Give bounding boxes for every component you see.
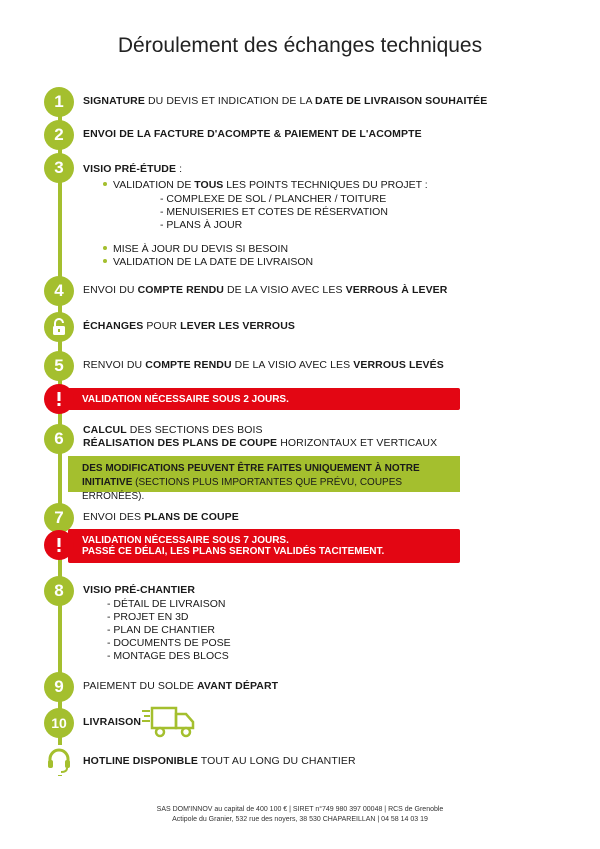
step-number: 10 xyxy=(51,715,67,731)
step-number: 7 xyxy=(54,508,64,527)
step-10-badge xyxy=(44,708,74,738)
step-number: 4 xyxy=(54,281,64,300)
step-bold: ENVOI DE LA FACTURE D'ACOMPTE & PAIEMENT DE L'ACOMPTE xyxy=(83,128,422,140)
bullet-icon xyxy=(103,182,107,186)
list-item: - COMPLEXE DE SOL / PLANCHER / TOITURE xyxy=(160,193,387,205)
footer-legal: SAS DOM'INNOV au capital de 400 100 € | SIRET n°749 980 397 00048 | RCS de Grenoble xyxy=(156,806,444,813)
list-item: - PLANS À JOUR xyxy=(160,219,243,231)
step-10-text: LIVRAISON xyxy=(83,716,142,728)
warning-icon xyxy=(44,384,74,414)
list-item: - PLAN DE CHANTIER xyxy=(107,624,215,636)
alert-banner-1: VALIDATION NÉCESSAIRE SOUS 2 JOURS. xyxy=(68,388,460,410)
step-1-text xyxy=(83,95,487,107)
step-5-badge xyxy=(44,351,74,381)
step-4-badge xyxy=(44,276,74,306)
step-text: DU DEVIS ET INDICATION DE LA xyxy=(144,95,316,107)
info-note: DES MODIFICATIONS PEUVENT ÊTRE FAITES UNIQUEMENT À NOTRE INITIATIVE (SECTIONS PLUS IMPORTANTES QUE PRÉVU, COUPES ERRONÉES). xyxy=(68,456,460,492)
step-3-text xyxy=(83,163,182,175)
step-number: 2 xyxy=(54,125,64,144)
step-number: 1 xyxy=(54,92,64,111)
bullet-icon xyxy=(103,259,107,263)
step-bold: VISIO PRÉ-ÉTUDE xyxy=(83,163,177,175)
step-text: : xyxy=(176,163,183,175)
list-item: - MONTAGE DES BLOCS xyxy=(107,650,229,662)
step-number: 5 xyxy=(54,356,64,375)
step-bold: SIGNATURE xyxy=(83,95,145,107)
list-item: - PROJET EN 3D xyxy=(107,611,189,623)
list-item: VALIDATION DE TOUS LES POINTS TECHNIQUES DU PROJET : xyxy=(103,179,428,191)
warning-icon xyxy=(44,530,74,560)
step-8-badge xyxy=(44,576,74,606)
hotline-text: HOTLINE DISPONIBLE TOUT AU LONG DU CHANTIER xyxy=(83,755,356,767)
list-item: - DOCUMENTS DE POSE xyxy=(107,637,231,649)
footer-address: Actipole du Granier, 532 rue des noyers, 38 530 CHAPAREILLAN | 04 58 14 03 19 xyxy=(172,816,428,823)
step-number: 6 xyxy=(54,429,64,448)
step-6-text-line2: RÉALISATION DES PLANS DE COUPE HORIZONTAUX ET VERTICAUX xyxy=(83,437,438,449)
list-item: VALIDATION DE LA DATE DE LIVRAISON xyxy=(103,256,313,268)
step-1-badge xyxy=(44,87,74,117)
list-item: - DÉTAIL DE LIVRAISON xyxy=(107,598,226,610)
step-9-text: PAIEMENT DU SOLDE AVANT DÉPART xyxy=(83,680,279,692)
step-2-badge xyxy=(44,120,74,150)
step-9-badge xyxy=(44,672,74,702)
page-title: Déroulement des échanges techniques xyxy=(117,34,483,57)
step-number: 9 xyxy=(54,677,64,696)
step-4-text: ENVOI DU COMPTE RENDU DE LA VISIO AVEC LES VERROUS À LEVER xyxy=(83,284,448,296)
step-3-badge xyxy=(44,153,74,183)
step-number: 8 xyxy=(54,581,64,600)
step-8-text: VISIO PRÉ-CHANTIER xyxy=(83,584,196,596)
step-2-text xyxy=(83,128,422,140)
alert-banner-2: VALIDATION NÉCESSAIRE SOUS 7 JOURS. PASSÉ CE DÉLAI, LES PLANS SERONT VALIDÉS TACITEMENT. xyxy=(68,529,460,563)
step-7-text: ENVOI DES PLANS DE COUPE xyxy=(83,511,239,523)
step-number: 3 xyxy=(54,158,64,177)
list-item: MISE À JOUR DU DEVIS SI BESOIN xyxy=(103,243,288,255)
step-6-text-line1: CALCUL DES SECTIONS DES BOIS xyxy=(83,424,263,436)
headset-icon xyxy=(44,745,74,775)
bullet-icon xyxy=(103,246,107,250)
unlock-icon xyxy=(44,312,74,342)
list-item: - MENUISERIES ET COTES DE RÉSERVATION xyxy=(160,206,388,218)
step-unlock-text: ÉCHANGES POUR LEVER LES VERROUS xyxy=(83,320,295,332)
step-bold: DATE DE LIVRAISON SOUHAITÉE xyxy=(315,95,488,107)
step-5-text: RENVOI DU COMPTE RENDU DE LA VISIO AVEC LES VERROUS LEVÉS xyxy=(83,359,444,371)
truck-icon xyxy=(142,705,196,739)
step-6-badge xyxy=(44,424,74,454)
